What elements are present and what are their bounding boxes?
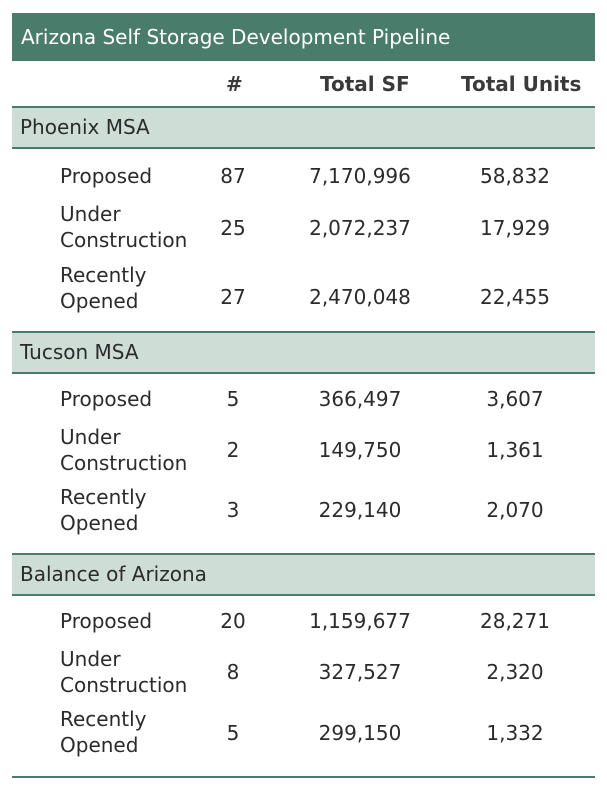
row-total-sf: 149,750 <box>318 438 402 462</box>
section-balance-of-arizona: Balance of Arizona <box>12 553 595 596</box>
row-label-line2: Construction <box>60 451 188 475</box>
row-label-line2: Opened <box>60 511 139 535</box>
row-total-sf: 2,470,048 <box>309 285 411 309</box>
row-count: 27 <box>220 285 246 309</box>
row-total-sf: 7,170,996 <box>309 164 411 188</box>
row-label-line1: Under <box>60 202 121 226</box>
row-total-sf: 229,140 <box>318 498 402 522</box>
row-label-line1: Recently <box>60 707 147 731</box>
row-total-sf: 1,159,677 <box>309 609 411 633</box>
table-title: Arizona Self Storage Development Pipeline <box>12 13 595 61</box>
row-total-units: 22,455 <box>480 285 550 309</box>
row-total-units: 17,929 <box>480 216 550 240</box>
row-total-sf: 327,527 <box>318 660 402 684</box>
row-count: 3 <box>226 498 240 522</box>
column-header-row <box>12 62 595 106</box>
row-label: Proposed <box>60 609 153 633</box>
row-total-units: 1,361 <box>486 438 544 462</box>
row-label-line1: Under <box>60 425 121 449</box>
row-total-units: 58,832 <box>480 164 550 188</box>
row-total-units: 28,271 <box>480 609 550 633</box>
row-label-line2: Construction <box>60 673 188 697</box>
section-phoenix-msa: Phoenix MSA <box>12 106 595 149</box>
row-label-line1: Recently <box>60 263 147 287</box>
row-label-line2: Opened <box>60 289 139 313</box>
row-total-units: 2,320 <box>486 660 544 684</box>
row-total-units: 2,070 <box>486 498 544 522</box>
row-count: 87 <box>220 164 246 188</box>
row-label-line1: Under <box>60 647 121 671</box>
header-total-units: Total Units <box>461 72 582 96</box>
row-count: 8 <box>226 660 240 684</box>
header-total-sf: Total SF <box>320 72 410 96</box>
row-count: 20 <box>220 609 246 633</box>
row-total-units: 3,607 <box>486 387 544 411</box>
row-count: 5 <box>226 387 240 411</box>
row-count: 25 <box>220 216 246 240</box>
row-total-sf: 366,497 <box>318 387 402 411</box>
row-count: 5 <box>226 721 240 745</box>
row-total-sf: 299,150 <box>318 721 402 745</box>
row-label-line1: Recently <box>60 485 147 509</box>
row-label-line2: Construction <box>60 228 188 252</box>
row-label: Proposed <box>60 387 153 411</box>
row-count: 2 <box>226 438 240 462</box>
section-tucson-msa: Tucson MSA <box>12 331 595 374</box>
row-label: Proposed <box>60 164 153 188</box>
row-total-units: 1,332 <box>486 721 544 745</box>
row-label-line2: Opened <box>60 733 139 757</box>
row-total-sf: 2,072,237 <box>309 216 411 240</box>
header-count: # <box>226 72 243 96</box>
bottom-rule <box>12 776 595 778</box>
